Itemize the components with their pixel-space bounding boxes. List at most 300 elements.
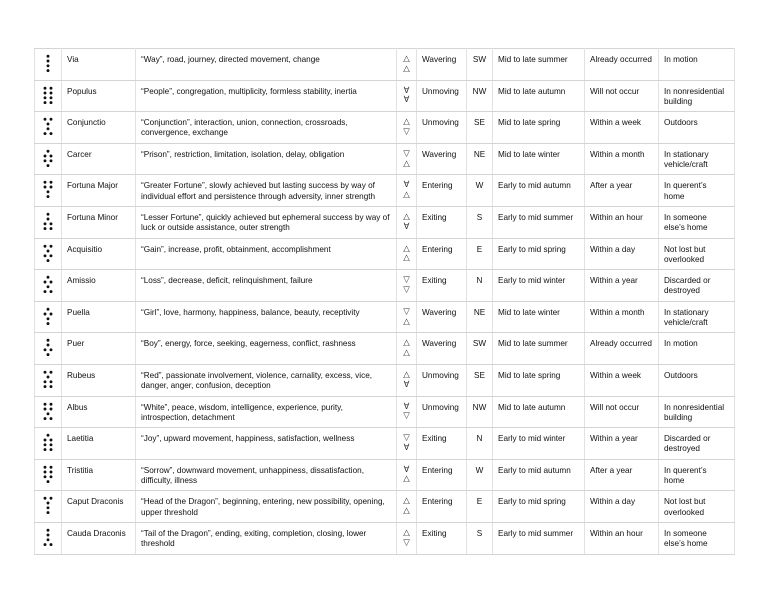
- geomantic-figure-icon: [42, 244, 54, 263]
- figure-place: In motion: [659, 49, 735, 81]
- figure-motion: Exiting: [417, 522, 467, 554]
- figure-season: Early to mid autumn: [493, 175, 585, 207]
- figure-dot: [44, 244, 47, 247]
- figure-dot: [50, 470, 53, 473]
- figure-meaning: “Conjunction”, interaction, union, connection, crossroads, convergence, exchange: [136, 112, 397, 144]
- figure-name: Cauda Draconis: [62, 522, 136, 554]
- geomantic-figure-icon: [42, 54, 54, 73]
- figure-season: Mid to late spring: [493, 112, 585, 144]
- figure-motion: Unmoving: [417, 112, 467, 144]
- figure-name: Populus: [62, 80, 136, 112]
- figure-dot: [50, 154, 53, 157]
- figure-season: Mid to late winter: [493, 301, 585, 333]
- figure-motion: Entering: [417, 238, 467, 270]
- element-symbol-upper: ∀: [403, 179, 410, 190]
- figure-dot: [50, 312, 53, 315]
- figure-dot: [50, 101, 53, 104]
- figure-dot: [50, 380, 53, 383]
- figure-cell: [35, 364, 62, 396]
- figure-time: Already occurred: [585, 333, 659, 365]
- figure-name: Via: [62, 49, 136, 81]
- figure-motion: Wavering: [417, 143, 467, 175]
- element-symbol-upper: ∀: [403, 400, 410, 411]
- element-symbol-upper: △: [403, 210, 410, 221]
- element-symbol-upper: ▽: [403, 432, 410, 443]
- element-symbol-lower: △: [403, 252, 410, 263]
- element-symbol-upper: ∀: [403, 84, 410, 95]
- figure-dot: [44, 417, 47, 420]
- figure-dot: [44, 101, 47, 104]
- geomantic-figure-icon: [42, 528, 54, 547]
- element-symbol-upper: △: [403, 337, 410, 348]
- figure-dot: [47, 69, 50, 72]
- figure-dot: [47, 150, 50, 153]
- figure-motion: Unmoving: [417, 80, 467, 112]
- element-symbol-lower: △: [403, 189, 410, 200]
- figure-meaning: “Red”, passionate involvement, violence, carnality, excess, vice, danger, anger, confusion, deception: [136, 364, 397, 396]
- figure-dot: [44, 227, 47, 230]
- figure-dot: [44, 385, 47, 388]
- figure-time: After a year: [585, 175, 659, 207]
- figure-dot: [50, 290, 53, 293]
- table-row: [35, 270, 735, 302]
- element-symbol-upper: ∀: [403, 463, 410, 474]
- figure-season: Mid to late summer: [493, 333, 585, 365]
- figure-dot: [47, 344, 50, 347]
- element-symbol-lower: ▽: [403, 410, 410, 421]
- figure-dot: [50, 497, 53, 500]
- element-symbol-lower: ▽: [403, 283, 410, 294]
- element-symbol-lower: △: [403, 62, 410, 73]
- figure-cell: [35, 238, 62, 270]
- figure-dot: [44, 448, 47, 451]
- figure-name: Caput Draconis: [62, 491, 136, 523]
- figure-dot: [44, 290, 47, 293]
- figure-cell: [35, 80, 62, 112]
- figure-dot: [47, 276, 50, 279]
- element-symbol-lower: ▽: [403, 125, 410, 136]
- figure-season: Early to mid winter: [493, 428, 585, 460]
- figure-dot: [44, 465, 47, 468]
- table-row: [35, 143, 735, 175]
- figure-dot: [47, 533, 50, 536]
- table-row: [35, 112, 735, 144]
- figure-place: Discarded or destroyed: [659, 270, 735, 302]
- figure-direction: W: [467, 459, 493, 491]
- figure-dot: [47, 128, 50, 131]
- figure-dot: [47, 375, 50, 378]
- figure-dot: [47, 434, 50, 437]
- figure-dot: [44, 402, 47, 405]
- figure-dot: [44, 470, 47, 473]
- table-row: [35, 206, 735, 238]
- element-cell: [397, 270, 417, 302]
- figure-dot: [44, 497, 47, 500]
- figure-time: Within a year: [585, 428, 659, 460]
- figure-motion: Entering: [417, 459, 467, 491]
- figure-cell: [35, 175, 62, 207]
- element-cell: [397, 49, 417, 81]
- element-cell: [397, 175, 417, 207]
- figure-season: Mid to late spring: [493, 364, 585, 396]
- figure-motion: Unmoving: [417, 396, 467, 428]
- figure-dot: [47, 191, 50, 194]
- figure-dot: [47, 55, 50, 58]
- figure-meaning: “Gain”, increase, profit, obtainment, accomplishment: [136, 238, 397, 270]
- figure-dot: [50, 349, 53, 352]
- figure-direction: N: [467, 428, 493, 460]
- figure-meaning: “Sorrow”, downward movement, unhappiness, dissatisfaction, difficulty, illness: [136, 459, 397, 491]
- figure-dot: [50, 475, 53, 478]
- figure-name: Tristitia: [62, 459, 136, 491]
- element-symbol-upper: △: [403, 495, 410, 506]
- figure-dot: [47, 322, 50, 325]
- table-row: [35, 491, 735, 523]
- element-symbol-upper: ▽: [403, 305, 410, 316]
- figure-cell: [35, 428, 62, 460]
- figure-motion: Entering: [417, 491, 467, 523]
- figure-dot: [47, 64, 50, 67]
- figure-dot: [47, 249, 50, 252]
- table-row: [35, 333, 735, 365]
- element-symbol-upper: △: [403, 53, 410, 63]
- geomantic-figure-icon: [42, 433, 54, 452]
- figure-season: Early to mid summer: [493, 206, 585, 238]
- figure-cell: [35, 270, 62, 302]
- table-body: [35, 49, 735, 555]
- figure-dot: [44, 132, 47, 135]
- table-row: [35, 428, 735, 460]
- figure-cell: [35, 459, 62, 491]
- element-symbol-lower: △: [403, 347, 410, 358]
- figure-place: In stationary vehicle/craft: [659, 301, 735, 333]
- figure-meaning: “Boy”, energy, force, seeking, eagerness, conflict, rashness: [136, 333, 397, 365]
- figure-direction: SW: [467, 333, 493, 365]
- figure-dot: [47, 529, 50, 532]
- figure-direction: NE: [467, 143, 493, 175]
- figure-meaning: “Way”, road, journey, directed movement, change: [136, 49, 397, 81]
- figure-meaning: “Girl”, love, harmony, happiness, balance, beauty, receptivity: [136, 301, 397, 333]
- figure-meaning: “Head of the Dragon”, beginning, entering, new possibility, opening, upper threshold: [136, 491, 397, 523]
- element-symbol-upper: △: [403, 526, 410, 537]
- figure-season: Mid to late summer: [493, 49, 585, 81]
- figure-name: Conjunctio: [62, 112, 136, 144]
- figure-dot: [44, 439, 47, 442]
- element-cell: [397, 301, 417, 333]
- figure-dot: [47, 353, 50, 356]
- figure-cell: [35, 206, 62, 238]
- figure-direction: SE: [467, 364, 493, 396]
- figure-direction: S: [467, 206, 493, 238]
- figure-name: Puella: [62, 301, 136, 333]
- figure-dot: [50, 443, 53, 446]
- figure-dot: [50, 96, 53, 99]
- element-cell: [397, 333, 417, 365]
- figure-season: Early to mid spring: [493, 491, 585, 523]
- figure-dot: [50, 159, 53, 162]
- figure-meaning: “Lesser Fortune”, quickly achieved but ephemeral success by way of luck or outside assistance, outer strength: [136, 206, 397, 238]
- figure-meaning: “Prison”, restriction, limitation, isolation, delay, obligation: [136, 143, 397, 175]
- element-cell: [397, 112, 417, 144]
- figure-place: Outdoors: [659, 364, 735, 396]
- element-cell: [397, 491, 417, 523]
- figure-dot: [47, 480, 50, 483]
- geomantic-figure-icon: [42, 86, 54, 105]
- figure-dot: [44, 118, 47, 121]
- figure-season: Early to mid summer: [493, 522, 585, 554]
- figure-season: Early to mid winter: [493, 270, 585, 302]
- figure-motion: Entering: [417, 175, 467, 207]
- figure-direction: E: [467, 238, 493, 270]
- figure-meaning: “Joy”, upward movement, happiness, satisfaction, wellness: [136, 428, 397, 460]
- figure-season: Early to mid spring: [493, 238, 585, 270]
- figure-dot: [50, 254, 53, 257]
- figure-place: In someone else’s home: [659, 522, 735, 554]
- figure-motion: Wavering: [417, 333, 467, 365]
- figure-dot: [44, 475, 47, 478]
- geomantic-figure-icon: [42, 370, 54, 389]
- figure-direction: NW: [467, 396, 493, 428]
- figure-dot: [47, 286, 50, 289]
- figure-time: Within a week: [585, 112, 659, 144]
- figure-dot: [47, 218, 50, 221]
- figure-dot: [50, 407, 53, 410]
- figure-motion: Wavering: [417, 301, 467, 333]
- figure-dot: [47, 164, 50, 167]
- figure-dot: [50, 181, 53, 184]
- figure-time: Within an hour: [585, 522, 659, 554]
- table-row: [35, 301, 735, 333]
- figure-direction: W: [467, 175, 493, 207]
- figure-dot: [44, 543, 47, 546]
- element-symbol-lower: ▽: [403, 536, 410, 547]
- geomantic-figure-icon: [42, 149, 54, 168]
- element-symbol-lower: △: [403, 473, 410, 484]
- figure-meaning: “Greater Fortune”, slowly achieved but lasting success by way of individual effort and persistence through adversity, inner strength: [136, 175, 397, 207]
- figure-time: Within a day: [585, 238, 659, 270]
- figure-place: Not lost but overlooked: [659, 238, 735, 270]
- table-row: [35, 522, 735, 554]
- figure-place: Outdoors: [659, 112, 735, 144]
- figure-name: Acquisitio: [62, 238, 136, 270]
- figure-motion: Exiting: [417, 206, 467, 238]
- geomantic-figure-icon: [42, 180, 54, 199]
- figure-name: Amissio: [62, 270, 136, 302]
- figure-direction: E: [467, 491, 493, 523]
- figure-dot: [47, 308, 50, 311]
- element-cell: [397, 206, 417, 238]
- figure-dot: [44, 349, 47, 352]
- figure-motion: Unmoving: [417, 364, 467, 396]
- figure-time: Within a week: [585, 364, 659, 396]
- table-row: [35, 80, 735, 112]
- figure-dot: [50, 118, 53, 121]
- figure-dot: [50, 227, 53, 230]
- figure-season: Mid to late autumn: [493, 80, 585, 112]
- figure-dot: [44, 281, 47, 284]
- figure-dot: [50, 281, 53, 284]
- geomantic-figure-icon: [42, 307, 54, 326]
- figure-dot: [47, 511, 50, 514]
- figure-dot: [44, 371, 47, 374]
- element-symbol-upper: ▽: [403, 274, 410, 285]
- figure-dot: [50, 132, 53, 135]
- element-cell: [397, 80, 417, 112]
- figure-dot: [50, 371, 53, 374]
- figure-direction: N: [467, 270, 493, 302]
- figure-dot: [47, 196, 50, 199]
- figure-dot: [44, 96, 47, 99]
- figure-name: Laetitia: [62, 428, 136, 460]
- element-symbol-upper: △: [403, 368, 410, 379]
- figure-dot: [47, 317, 50, 320]
- figure-time: Within a month: [585, 143, 659, 175]
- figure-dot: [50, 439, 53, 442]
- element-cell: [397, 522, 417, 554]
- figure-dot: [50, 186, 53, 189]
- figure-place: In stationary vehicle/craft: [659, 143, 735, 175]
- figure-dot: [44, 181, 47, 184]
- geomantic-figure-icon: [42, 465, 54, 484]
- figure-dot: [44, 222, 47, 225]
- geomantic-figures-table: [34, 48, 735, 555]
- element-symbol-lower: △: [403, 157, 410, 168]
- figure-dot: [44, 380, 47, 383]
- figure-name: Fortuna Major: [62, 175, 136, 207]
- figure-cell: [35, 396, 62, 428]
- figure-dot: [50, 86, 53, 89]
- figure-dot: [44, 154, 47, 157]
- element-symbol-upper: △: [403, 242, 410, 253]
- figure-motion: Wavering: [417, 49, 467, 81]
- figure-dot: [50, 417, 53, 420]
- figure-meaning: “Tail of the Dragon”, ending, exiting, completion, closing, lower threshold: [136, 522, 397, 554]
- figure-motion: Exiting: [417, 270, 467, 302]
- figure-time: After a year: [585, 459, 659, 491]
- figure-dot: [50, 465, 53, 468]
- element-cell: [397, 143, 417, 175]
- figure-dot: [50, 91, 53, 94]
- figure-dot: [47, 60, 50, 63]
- element-symbol-lower: ∀: [403, 94, 410, 105]
- figure-dot: [47, 123, 50, 126]
- figure-dot: [44, 91, 47, 94]
- figure-dot: [47, 538, 50, 541]
- figure-motion: Exiting: [417, 428, 467, 460]
- figure-dot: [50, 222, 53, 225]
- figure-place: In querent’s home: [659, 459, 735, 491]
- table-row: [35, 49, 735, 81]
- figure-cell: [35, 143, 62, 175]
- figure-place: In someone else’s home: [659, 206, 735, 238]
- figure-place: Discarded or destroyed: [659, 428, 735, 460]
- figure-dot: [50, 402, 53, 405]
- figure-meaning: “People”, congregation, multiplicity, formless stability, inertia: [136, 80, 397, 112]
- figure-dot: [50, 543, 53, 546]
- figure-dot: [50, 385, 53, 388]
- table-row: [35, 364, 735, 396]
- figure-time: Will not occur: [585, 80, 659, 112]
- element-symbol-lower: △: [403, 315, 410, 326]
- element-cell: [397, 364, 417, 396]
- figure-direction: SE: [467, 112, 493, 144]
- element-symbol-lower: ∀: [403, 378, 410, 389]
- figure-meaning: “Loss”, decrease, deficit, relinquishment, failure: [136, 270, 397, 302]
- figure-name: Puer: [62, 333, 136, 365]
- element-cell: [397, 238, 417, 270]
- table-row: [35, 396, 735, 428]
- figure-dot: [44, 443, 47, 446]
- figure-direction: NW: [467, 80, 493, 112]
- figure-season: Mid to late autumn: [493, 396, 585, 428]
- figure-dot: [47, 339, 50, 342]
- table-row: [35, 459, 735, 491]
- figure-cell: [35, 491, 62, 523]
- figure-cell: [35, 522, 62, 554]
- figure-cell: [35, 301, 62, 333]
- figure-time: Within an hour: [585, 206, 659, 238]
- figure-dot: [47, 502, 50, 505]
- geomantic-figure-icon: [42, 338, 54, 357]
- table-row: [35, 238, 735, 270]
- element-symbol-lower: ∀: [403, 220, 410, 231]
- figure-name: Fortuna Minor: [62, 206, 136, 238]
- figure-place: In querent’s home: [659, 175, 735, 207]
- figure-time: Within a day: [585, 491, 659, 523]
- figure-place: Not lost but overlooked: [659, 491, 735, 523]
- figure-place: In nonresidential building: [659, 396, 735, 428]
- figure-direction: NE: [467, 301, 493, 333]
- figure-name: Carcer: [62, 143, 136, 175]
- element-cell: [397, 396, 417, 428]
- figure-place: In motion: [659, 333, 735, 365]
- figure-direction: S: [467, 522, 493, 554]
- figure-name: Albus: [62, 396, 136, 428]
- figure-dot: [44, 254, 47, 257]
- figure-dot: [50, 448, 53, 451]
- figure-meaning: “White”, peace, wisdom, intelligence, experience, purity, introspection, detachment: [136, 396, 397, 428]
- element-symbol-upper: ▽: [403, 147, 410, 158]
- figure-dot: [47, 507, 50, 510]
- figure-time: Within a year: [585, 270, 659, 302]
- figure-time: Will not occur: [585, 396, 659, 428]
- element-symbol-upper: △: [403, 116, 410, 127]
- figure-dot: [44, 86, 47, 89]
- element-symbol-lower: ∀: [403, 441, 410, 452]
- figure-name: Rubeus: [62, 364, 136, 396]
- geomantic-figure-icon: [42, 117, 54, 136]
- element-symbol-lower: △: [403, 505, 410, 516]
- figure-direction: SW: [467, 49, 493, 81]
- figure-dot: [47, 412, 50, 415]
- element-cell: [397, 428, 417, 460]
- figure-season: Mid to late winter: [493, 143, 585, 175]
- figure-dot: [44, 407, 47, 410]
- figure-dot: [44, 312, 47, 315]
- figure-season: Early to mid autumn: [493, 459, 585, 491]
- figure-dot: [47, 259, 50, 262]
- table-row: [35, 175, 735, 207]
- figure-dot: [47, 213, 50, 216]
- figure-time: Already occurred: [585, 49, 659, 81]
- figure-time: Within a month: [585, 301, 659, 333]
- figure-cell: [35, 333, 62, 365]
- figure-dot: [44, 186, 47, 189]
- figure-place: In nonresidential building: [659, 80, 735, 112]
- figure-cell: [35, 49, 62, 81]
- figure-dot: [44, 159, 47, 162]
- figure-cell: [35, 112, 62, 144]
